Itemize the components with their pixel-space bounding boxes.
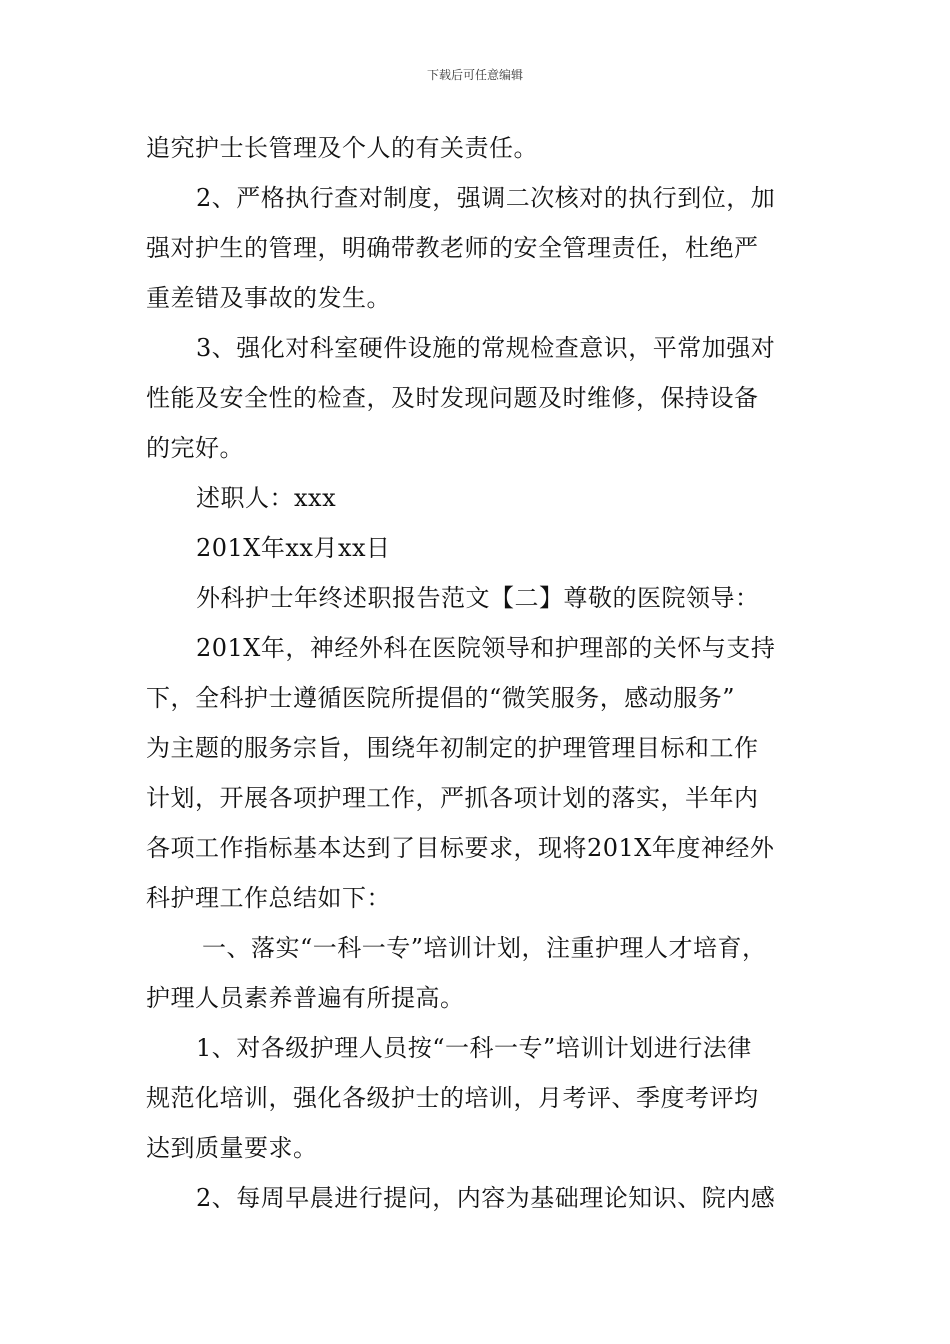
text-line: 追究护士长管理及个人的有关责任。	[146, 134, 538, 162]
text-line: 2、每周早晨进行提问，内容为基础理论知识、院内感	[196, 1184, 776, 1212]
text-line: 下，全科护士遵循医院所提倡的“微笑服务，感动服务”	[146, 684, 736, 712]
text-line: 重差错及事故的发生。	[146, 284, 391, 312]
text-line: 为主题的服务宗旨，围绕年初制定的护理管理目标和工作	[146, 734, 759, 762]
text-line: 性能及安全性的检查，及时发现问题及时维修，保持设备	[146, 384, 759, 412]
text-line: 护理人员素养普遍有所提高。	[146, 984, 465, 1012]
text-line: 规范化培训，强化各级护士的培训，月考评、季度考评均	[146, 1084, 759, 1112]
text-line: 的完好。	[146, 434, 244, 462]
page-header-note: 下载后可任意编辑	[426, 68, 523, 82]
text-line: 达到质量要求。	[146, 1134, 318, 1162]
text-line: 计划，开展各项护理工作，严抓各项计划的落实，半年内	[146, 784, 759, 812]
text-line: 1、对各级护理人员按“一科一专”培训计划进行法律	[196, 1034, 752, 1062]
text-line: 3、强化对科室硬件设施的常规检查意识，平常加强对	[196, 334, 776, 362]
text-line: 强对护生的管理，明确带教老师的安全管理责任，杜绝严	[146, 234, 759, 262]
text-line: 各项工作指标基本达到了目标要求，现将201X年度神经外	[146, 834, 775, 862]
text-line: 201X年，神经外科在医院领导和护理部的关怀与支持	[196, 634, 776, 662]
text-line: 科护理工作总结如下：	[146, 884, 391, 912]
date-line: 201X年xx月xx日	[196, 534, 391, 562]
document-body	[146, 123, 836, 1223]
text-line: 2、严格执行查对制度，强调二次核对的执行到位，加	[196, 184, 776, 212]
signature-line: 述职人：xxx	[196, 484, 337, 512]
heading-line: 一、落实“一科一专”培训计划，注重护理人才培育，	[202, 934, 767, 962]
section-title-line: 外科护士年终述职报告范文【二】尊敬的医院领导：	[196, 584, 760, 612]
